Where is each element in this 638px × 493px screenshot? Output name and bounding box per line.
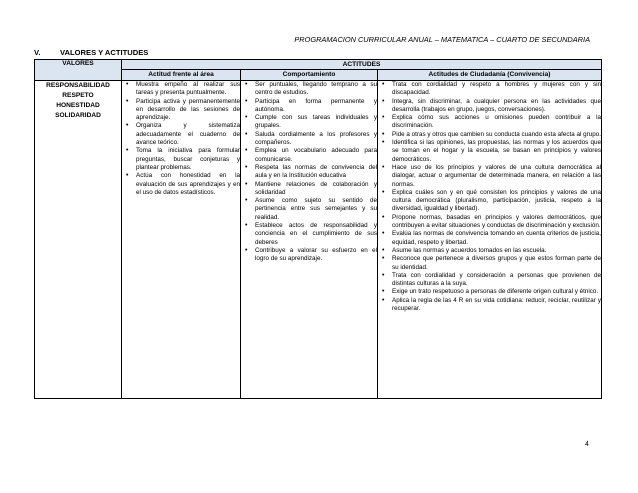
list-item: • Participa en forma permanente y autónoma. xyxy=(255,98,377,115)
list-item: • Organiza y sistematiza adecuadamente el cuaderno de avance teórico. xyxy=(136,122,240,147)
section-number: V. xyxy=(34,48,41,57)
list-item: • Muestra empeño al realizar sus tareas y presenta puntualmente. xyxy=(136,81,240,98)
list-item: • Participa activa y permanentemente en desarrollo de las sesiones de aprendizaje. xyxy=(136,98,240,123)
header-comportamiento: Comportamiento xyxy=(241,70,378,81)
valor-item: HONESTIDAD xyxy=(56,102,100,109)
comportamiento-list xyxy=(241,81,377,264)
list-item: • Exige un trato respetuoso a personas de diferente origen cultural y étnico. xyxy=(392,288,601,296)
list-item: • Toma la iniciativa para formular preguntas, buscar conjeturas y plantear problemas. xyxy=(136,147,240,172)
actitud-frente-area-list xyxy=(122,81,240,197)
list-item: • Asume como sujeto su sentido de pertinencia entre sus semejantes y su realidad. xyxy=(255,197,377,222)
list-item: • Propone normas, basadas en principios y valores democráticos, que contribuyen a evitar situaciones y conductas de discriminación y exclusión. xyxy=(392,214,601,231)
list-item: • Reconoce que pertenece a diversos grupos y que estos forman parte de su identidad. xyxy=(392,255,601,272)
list-item: • Contribuye a valorar su esfuerzo en el logro de su aprendizaje. xyxy=(255,247,377,264)
ciudadania-list xyxy=(378,81,601,313)
actitud-frente-area-cell xyxy=(122,81,241,399)
list-item: • Evalúa las normas de convivencia tomando en cuenta criterios de justicia, equidad, respeto y libertad. xyxy=(392,230,601,247)
list-item: • Establece actos de responsabilidad y conciencia en el cumplimiento de sus deberes xyxy=(255,222,377,247)
list-item: • Trata con cordialidad y respeto a hombres y mujeres con y sin discapacidad. xyxy=(392,81,601,98)
running-header: PROGRAMACION CURRICULAR ANUAL – MATEMATICA – CUARTO DE SECUNDARIA xyxy=(294,35,590,44)
header-valores: VALORES xyxy=(35,60,122,81)
header-ciudadania: Actitudes de Ciudadanía (Convivencia) xyxy=(378,70,602,81)
valor-item: RESPONSABILIDAD xyxy=(46,82,110,89)
header-actitudes: ACTITUDES xyxy=(122,60,602,70)
list-item: • Mantiene relaciones de colaboración y solidaridad xyxy=(255,181,377,198)
list-item: • Cumple con sus tareas individuales y grupales. xyxy=(255,114,377,131)
list-item: • Pide a otras y otros que cambien su conducta cuando esta afecta al grupo. xyxy=(392,131,601,139)
list-item: • Respeta las normas de convivencia del aula y en la Institución educativa xyxy=(255,164,377,181)
list-item: • Asume las normas y acuerdos tomados en las escuela. xyxy=(392,247,601,255)
list-item: • Ser puntuales, llegando temprano a su centro de estudios. xyxy=(255,81,377,98)
page-number: 4 xyxy=(585,441,589,448)
list-item: • Trata con cordialidad y consideración a personas que provienen de distintas culturas a la suya. xyxy=(392,272,601,289)
section-title-text: VALORES Y ACTITUDES xyxy=(60,48,149,57)
header-actitud-frente-area: Actitud frente al área xyxy=(122,70,241,81)
list-item: • Aplica la regla de las 4 R en su vida cotidiana: reducir, reciclar, reutilizar y recuperar. xyxy=(392,297,601,314)
valor-item: SOLIDARIDAD xyxy=(55,112,101,119)
list-item: • Explica cuáles son y en qué consisten los principios y valores de una cultura democrática (pluralismo, participación, justicia, respeto a la diversidad, igualdad y libertad). xyxy=(392,189,601,214)
valores-cell xyxy=(35,81,122,399)
comportamiento-cell xyxy=(241,81,378,399)
list-item: • Saluda cordialmente a los profesores y compañeros. xyxy=(255,131,377,148)
list-item: • Emplea un vocabulario adecuado para comunicarse. xyxy=(255,147,377,164)
section-title xyxy=(34,48,148,57)
values-attitudes-table xyxy=(34,59,602,399)
list-item: • Hace uso de los principios y valores de una cultura democrática al dialogar, actuar o argumentar de determinada manera, en relación a las normas. xyxy=(392,164,601,189)
list-item: • Explica cómo sus acciones u omisiones pueden contribuir a la discriminación. xyxy=(392,114,601,131)
valor-item: RESPETO xyxy=(62,92,94,99)
ciudadania-cell xyxy=(378,81,602,399)
list-item: • Identifica si las opiniones, las propuestas, las normas y los acuerdos que se toman en el hogar y la escuela, se basan en principios y valores democráticos. xyxy=(392,139,601,164)
list-item: • Integra, sin discriminar, a cualquier persona en las actividades que desarrolla (trabajos en grupo, juegos, conversaciones). xyxy=(392,98,601,115)
list-item: • Actúa con honestidad en la evaluación de sus aprendizajes y en el uso de datos estadísticos. xyxy=(136,172,240,197)
